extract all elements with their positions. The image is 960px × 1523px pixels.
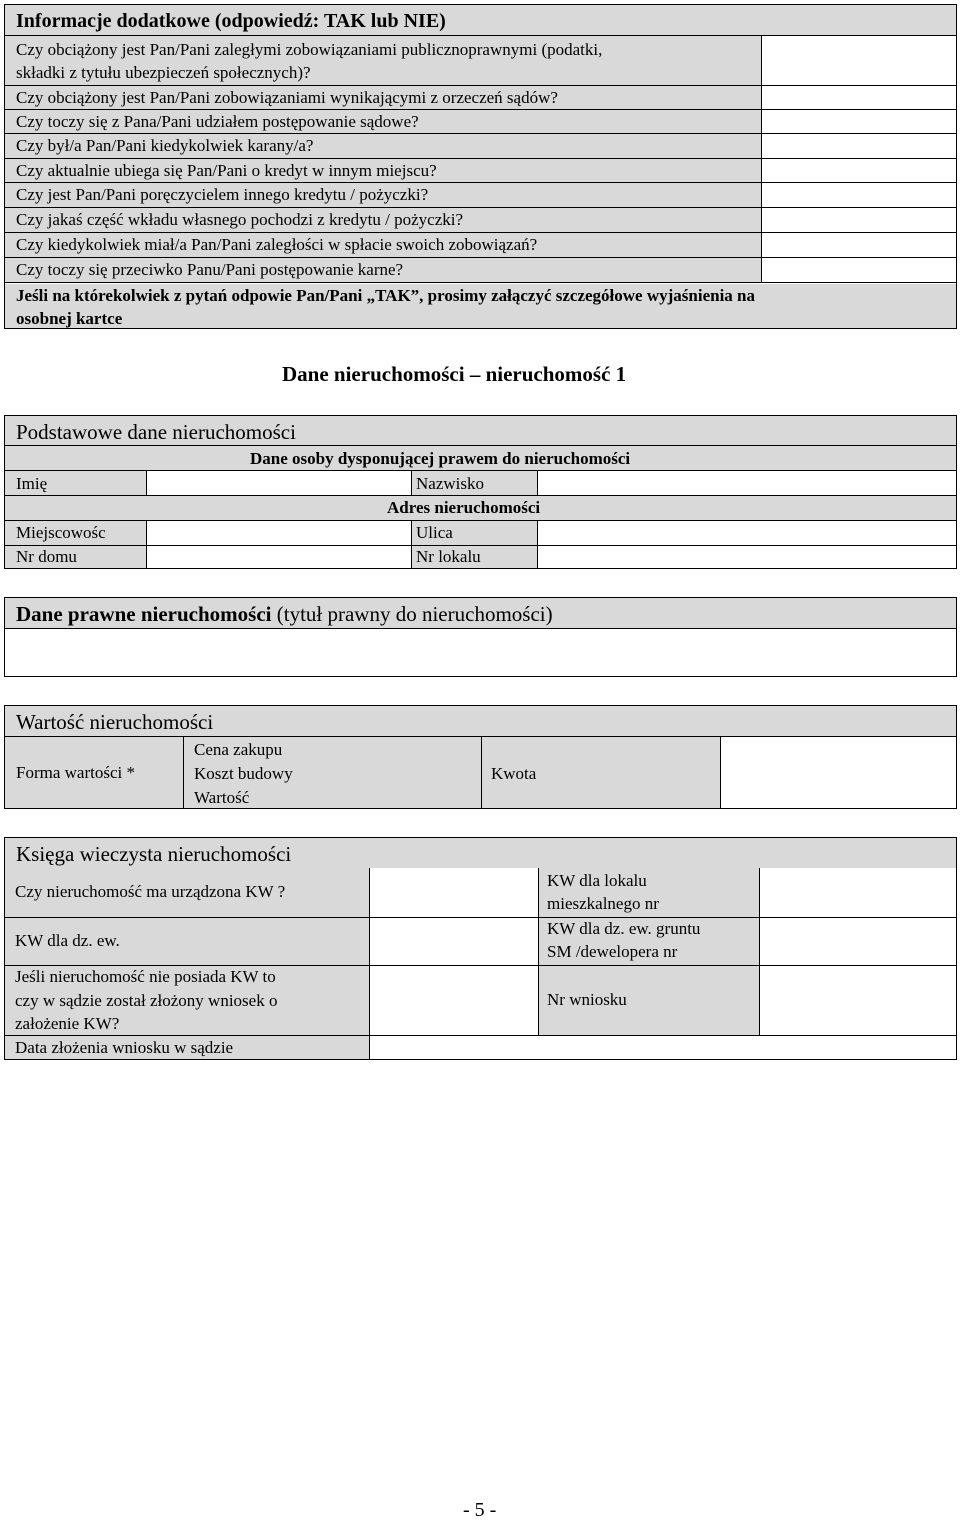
street-label: Ulica [416,523,453,542]
answer-field-8[interactable] [761,233,956,258]
answer-field-7[interactable] [761,208,956,233]
land-register-header [4,837,957,869]
land-register-title: Księga wieczysta nieruchomości [16,842,292,866]
value-section [4,705,957,809]
question-text: składki z tytułu ubezpieczeń społecznych)? [16,63,311,82]
amount-field[interactable] [720,737,956,808]
address-header: Adres nieruchomości [387,498,541,517]
owner-header-row [5,446,956,471]
kw-sm-field[interactable] [760,918,957,966]
application-no-label: Nr wniosku [547,990,627,1009]
amount-label: Kwota [491,764,537,783]
question-text: Czy toczy się przeciwko Panu/Pani postępowanie karne? [16,260,404,279]
question-text: Czy kiedykolwiek miał/a Pan/Pani zaległości w spłacie swoich zobowiązań? [16,235,538,254]
kw-flat-label-line1: KW dla lokalu [547,871,647,890]
application-date-field[interactable] [370,1035,957,1060]
question-text: Czy był/a Pan/Pani kiedykolwiek karany/a? [16,136,314,155]
question-text: Czy obciążony jest Pan/Pani zaległymi zobowiązaniami publicznoprawnymi (podatki, [16,40,603,59]
kw-sm-label-line1: KW dla dz. ew. gruntu [547,919,701,938]
land-register-section [4,837,957,1061]
kw-flat-label-line2: mieszkalnego nr [547,894,659,913]
page-number: - 5 - [463,1499,497,1521]
legal-data-title [16,601,553,627]
application-date-label: Data złożenia wniosku w sądzie [15,1038,234,1057]
additional-info-header [5,5,956,36]
answer-field-6[interactable] [761,183,956,208]
application-no-field[interactable] [760,966,957,1036]
value-header [5,706,956,737]
question-text: Czy jakaś część wkładu własnego pochodzi z kredytu / pożyczki? [16,210,464,229]
answer-field-9[interactable] [761,258,956,283]
value-title: Wartość nieruchomości [16,710,214,734]
answer-field-4[interactable] [761,134,956,159]
no-kw-question-line2: czy w sądzie został złożony wniosek o [15,991,278,1010]
answer-field-3[interactable] [761,110,956,134]
last-name-field[interactable] [537,471,956,495]
answer-field-5[interactable] [761,159,956,183]
note-text: osobnej kartce [16,309,123,328]
kw-plot-field[interactable] [370,918,539,966]
owner-header: Dane osoby dysponującej prawem do nieruchomości [250,449,631,468]
kw-question-label: Czy nieruchomość ma urządzona KW ? [15,882,286,901]
kw-sm-label-line2: SM /dewelopera nr [547,942,678,961]
street-field[interactable] [537,521,956,545]
answer-field-1[interactable] [761,36,956,86]
value-option-value[interactable]: Wartość [194,788,250,807]
basic-data-title: Podstawowe dane nieruchomości [16,420,296,444]
question-text: Czy jest Pan/Pani poręczycielem innego kredytu / pożyczki? [16,185,429,204]
last-name-label: Nazwisko [416,474,484,493]
value-option-purchase[interactable]: Cena zakupu [194,740,283,759]
house-number-label: Nr domu [16,547,77,566]
first-name-field[interactable] [146,471,412,495]
kw-plot-label: KW dla dz. ew. [15,931,120,950]
value-option-build-cost[interactable]: Koszt budowy [194,764,293,783]
legal-data-header [5,598,956,629]
flat-number-label: Nr lokalu [416,547,481,566]
additional-info-title: Informacje dodatkowe (odpowiedź: TAK lub NIE) [16,10,446,32]
house-number-field[interactable] [146,546,412,568]
legal-data-section [4,597,957,677]
kw-flat-field[interactable] [760,868,957,918]
basic-data-section [4,415,957,569]
legal-title-bold: Dane prawne nieruchomości [16,602,272,626]
property-heading: Dane nieruchomości – nieruchomość 1 [282,362,627,386]
city-label: Miejscowośc [16,523,106,542]
legal-title-rest: (tytuł prawny do nieruchomości) [271,602,553,626]
city-field[interactable] [146,521,412,545]
no-kw-answer-field[interactable] [370,966,539,1036]
answer-field-2[interactable] [761,86,956,110]
address-header-row [5,496,956,521]
basic-data-header [5,416,956,446]
flat-number-field[interactable] [537,546,956,568]
additional-info-section [4,4,957,329]
value-form-label: Forma wartości * [16,763,135,782]
first-name-label: Imię [16,474,48,493]
no-kw-question-line3: założenie KW? [15,1014,120,1033]
no-kw-question-line1: Jeśli nieruchomość nie posiada KW to [15,967,276,986]
legal-title-field[interactable] [5,629,956,676]
note-text: Jeśli na którekolwiek z pytań odpowie Pan/Pani „TAK”, prosimy załączyć szczegółowe wyjaśnienia na [16,286,756,305]
question-text: Czy toczy się z Pana/Pani udziałem postępowanie sądowe? [16,112,419,131]
question-text: Czy obciążony jest Pan/Pani zobowiązaniami wynikającymi z orzeczeń sądów? [16,88,558,107]
kw-answer-field[interactable] [370,868,539,918]
question-text: Czy aktualnie ubiega się Pan/Pani o kredyt w innym miejscu? [16,161,437,180]
